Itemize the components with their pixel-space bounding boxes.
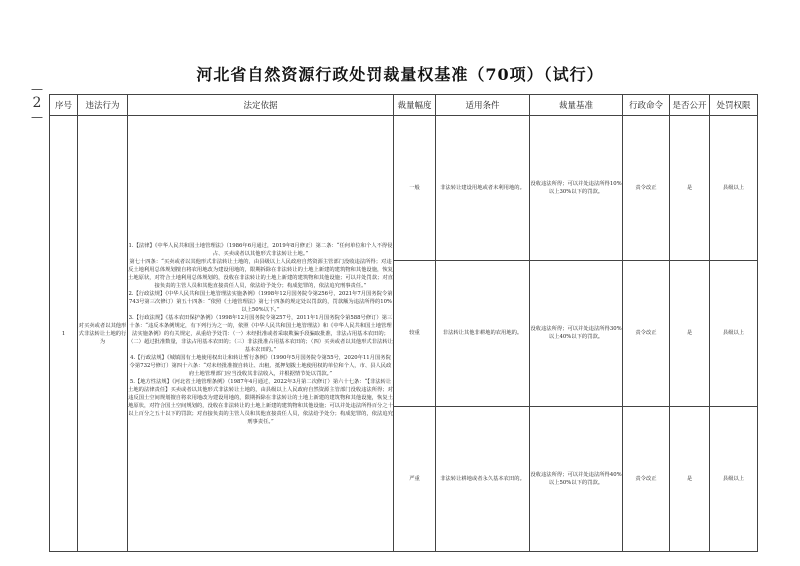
- basis-paragraph: 1.【法律】《中华人民共和国土地管理法》（1986年6月通过，2019年8月修正）第二条：“任何单位和个人不得侵占、买卖或者以其他形式非法转让土地。”: [128, 242, 393, 257]
- basis-paragraph: 第七十四条：“买卖或者以其他形式非法转让土地的，由县级以上人民政府自然资源主管部门没收违法所得；对违反土地利用总体规划擅自将农用地改为建设用地的，限期拆除在非法转让的土地上新建的建筑物和其他设施，恢复土地原状，对符合土地利用总体规划的，没收在非法转让的土地上新建的建筑物和其他设施；可以并处罚款；对直接负责的主管人员和其他直接责任人员，依法给予处分；构成犯罪的，依法追究刑事责任。”: [128, 258, 393, 289]
- standard-cell: 没收违法所得；可以并处违法所得40%以上50%以下的罚款。: [530, 406, 623, 551]
- degree-cell: 一般: [394, 116, 436, 261]
- page-number-dash-top: —: [31, 82, 43, 96]
- penalty-table: [49, 94, 758, 552]
- public-cell: 是: [670, 116, 710, 261]
- page-number-dash-bottom: —: [31, 110, 43, 124]
- condition-cell: 非法转让耕地或者永久基本农田的。: [436, 406, 530, 551]
- header-degree: 裁量幅度: [394, 95, 436, 116]
- order-cell: 责令改正: [623, 406, 670, 551]
- header-authority: 处罚权限: [710, 95, 758, 116]
- authority-cell: 县级以上: [710, 116, 758, 261]
- header-standard: 裁量基准: [530, 95, 623, 116]
- tier-row-general: [50, 116, 758, 261]
- header-legal-basis: 法定依据: [128, 95, 394, 116]
- header-public: 是否公开: [670, 95, 710, 116]
- order-cell: 责令改正: [623, 116, 670, 261]
- header-seq: 序号: [50, 95, 78, 116]
- public-cell: 是: [670, 261, 710, 406]
- degree-cell: 较重: [394, 261, 436, 406]
- condition-cell: 非法转让建设用地或者未利用地的。: [436, 116, 530, 261]
- authority-cell: 县级以上: [710, 261, 758, 406]
- condition-cell: 非法转让其他非耕地的农用地的。: [436, 261, 530, 406]
- seq-cell: 1: [50, 116, 78, 552]
- page-number-value: 2: [32, 95, 42, 111]
- page-number: [30, 84, 44, 122]
- violation-cell: 对买卖或者以其他形式非法转让土地的行为: [78, 116, 128, 552]
- public-cell: 是: [670, 406, 710, 551]
- header-row: [50, 95, 758, 116]
- basis-paragraph: 4.【行政法规】《城镇国有土地使用权出让和转让暂行条例》（1990年5月国务院令第55号，2020年11月国务院令第732号修订）第四十六条：“对未经批准擅自转让、出租、抵押划拨土地使用权的单位和个人，市、县人民政府土地管理部门应当没收其非法收入，并根据情节处以罚款。”: [129, 354, 392, 377]
- authority-cell: 县级以上: [710, 406, 758, 551]
- legal-basis-cell: [128, 116, 394, 552]
- document-title: 河北省自然资源行政处罚裁量权基准（70项）（试行）: [196, 65, 604, 84]
- header-violation: 违法行为: [78, 95, 128, 116]
- header-condition: 适用条件: [436, 95, 530, 116]
- basis-paragraph: 2.【行政法规】《中华人民共和国土地管理法实施条例》（1998年12月国务院令第256号，2021年7月国务院令第743号第三次修订）第五十四条：“依照《土地管理法》第七十四条的规定处以罚款的，罚款额为违法所得的10%以上50%以下。”: [128, 290, 393, 313]
- degree-cell: 严重: [394, 406, 436, 551]
- standard-cell: 没收违法所得；可以并处违法所得10%以上30%以下的罚款。: [530, 116, 623, 261]
- header-order: 行政命令: [623, 95, 670, 116]
- standard-cell: 没收违法所得；可以并处违法所得30%以上40%以下的罚款。: [530, 261, 623, 406]
- basis-paragraph: 3.【行政法规】《基本农田保护条例》（1998年12月国务院令第257号，2011年1月国务院令第588号修订）第三十条：“违反本条例规定，有下列行为之一的，依照《中华人民共和国土地管理法》和《中华人民共和国土地管理法实施条例》的有关规定，从重给予处罚：（一）未经批准或者采取欺骗手段骗取批准，非法占用基本农田的；（二）超过批准数量，非法占用基本农田的；（三）非法批准占用基本农田的；（四）买卖或者以其他形式非法转让基本农田的。”: [128, 314, 393, 353]
- basis-paragraph: 5.【地方性法规】《河北省土地管理条例》（1987年4月通过，2022年3月第二次修订）第六十七条：“【非法转让土地的法律责任】买卖或者以其他形式非法转让土地的，由县级以上人民政府自然资源主管部门没收违法所得；对违反国土空间规划擅自将农用地改为建设用地的，限期拆除在非法转让的土地上新建的建筑物和其他设施，恢复土地原状，对符合国土空间规划的，没收在非法转让的土地上新建的建筑物和其他设施；可以并处违法所得百分之十以上百分之五十以下的罚款；对直接负责的主管人员和其他直接责任人员，依法给予处分；构成犯罪的，依法追究刑事责任。”: [128, 378, 393, 425]
- order-cell: 责令改正: [623, 261, 670, 406]
